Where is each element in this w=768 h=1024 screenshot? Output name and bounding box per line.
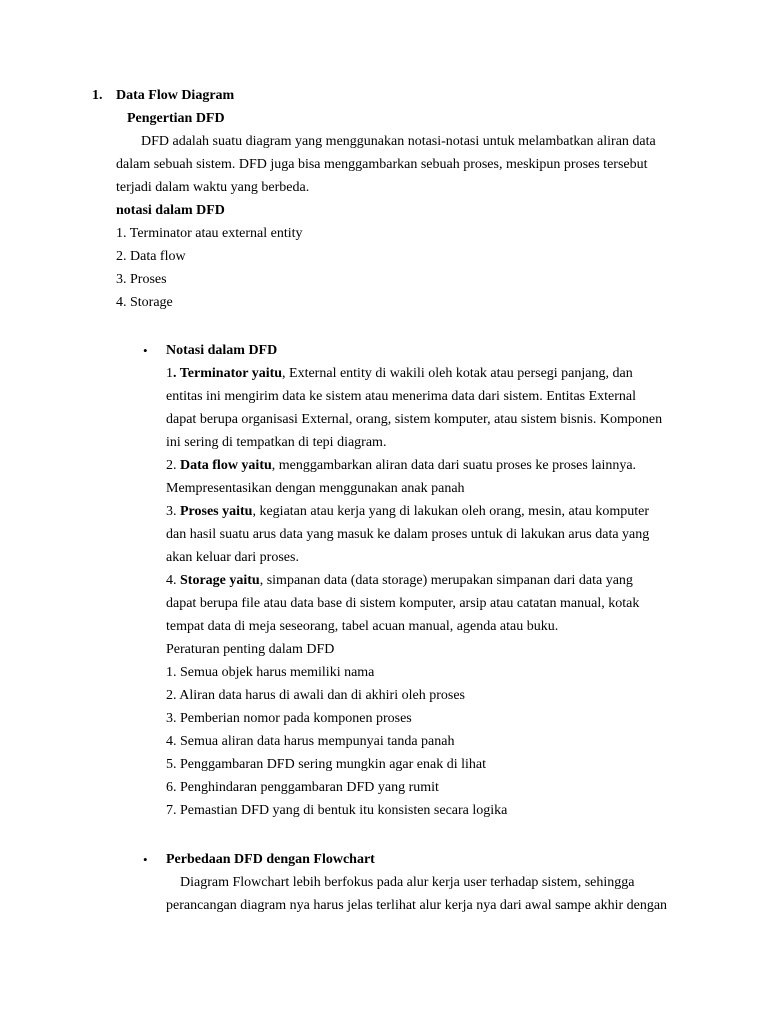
rule-item: 2. Aliran data harus di awali dan di akhiri oleh proses (166, 688, 465, 703)
notasi-heading: notasi dalam DFD (116, 203, 225, 218)
item-term: Storage yaitu (180, 573, 260, 588)
notasi-list-item: 4. Storage (116, 295, 173, 310)
item-text-line: Mempresentasikan dengan menggunakan anak panah (166, 481, 465, 496)
notasi-item-terminator (166, 365, 633, 383)
item-text-line: dan hasil suatu arus data yang masuk ke dalam proses untuk di lakukan arus data yang (166, 527, 650, 542)
item-number: 3. (166, 504, 180, 519)
section-subtitle: Pengertian DFD (127, 111, 225, 126)
section-number: 1. (92, 88, 103, 103)
item-term: . Terminator yaitu (173, 366, 283, 381)
rule-item: 3. Pemberian nomor pada komponen proses (166, 711, 412, 726)
rule-item: 5. Penggambaran DFD sering mungkin agar enak di lihat (166, 757, 486, 772)
rules-heading: Peraturan penting dalam DFD (166, 642, 335, 657)
item-term: Proses yaitu (180, 504, 253, 519)
item-text-line: entitas ini mengirim data ke sistem atau menerima data dari sistem. Entitas External (166, 389, 637, 404)
flowchart-text-line: perancangan diagram nya harus jelas terlihat alur kerja nya dari awal sampe akhir dengan (166, 898, 668, 913)
item-text-line: akan keluar dari proses. (166, 550, 299, 565)
item-text-line: dapat berupa file atau data base di sistem komputer, arsip atau catatan manual, kotak (166, 596, 640, 611)
definition-line: dalam sebuah sistem. DFD juga bisa menggambarkan sebuah proses, meskipun proses tersebut (116, 157, 648, 172)
bullet-icon: • (143, 852, 148, 867)
item-term: Data flow yaitu (180, 458, 272, 473)
notasi-list-item: 1. Terminator atau external entity (116, 226, 303, 241)
definition-line: DFD adalah suatu diagram yang menggunakan notasi-notasi untuk melambatkan aliran data (141, 134, 656, 149)
bullet-heading: Notasi dalam DFD (166, 343, 278, 358)
bullet-icon: • (143, 343, 148, 358)
notasi-item-proses (166, 503, 649, 521)
notasi-list-item: 2. Data flow (116, 249, 186, 264)
rule-item: 6. Penghindaran penggambaran DFD yang rumit (166, 780, 439, 795)
bullet-heading: Perbedaan DFD dengan Flowchart (166, 852, 375, 867)
notasi-item-storage (166, 572, 633, 590)
rule-item: 4. Semua aliran data harus mempunyai tanda panah (166, 734, 455, 749)
item-number: 1 (166, 366, 173, 381)
item-number: 2. (166, 458, 180, 473)
notasi-item-data-flow (166, 457, 636, 475)
item-text-line: ini sering di tempatkan di tepi diagram. (166, 435, 387, 450)
item-text: , kegiatan atau kerja yang di lakukan oleh orang, mesin, atau komputer (252, 504, 650, 519)
flowchart-text-line: Diagram Flowchart lebih berfokus pada alur kerja user terhadap sistem, sehingga (180, 875, 635, 890)
item-number: 4. (166, 573, 180, 588)
notasi-list-item: 3. Proses (116, 272, 167, 287)
item-text-line: tempat data di meja seseorang, tabel acuan manual, agenda atau buku. (166, 619, 559, 634)
rule-item: 7. Pemastian DFD yang di bentuk itu konsisten secara logika (166, 803, 508, 818)
rule-item: 1. Semua objek harus memiliki nama (166, 665, 375, 680)
item-text: , External entity di wakili oleh kotak atau persegi panjang, dan (282, 366, 633, 381)
definition-line: terjadi dalam waktu yang berbeda. (116, 180, 310, 195)
item-text-line: dapat berupa organisasi External, orang, sistem komputer, atau sistem bisnis. Komponen (166, 412, 663, 427)
item-text: , simpanan data (data storage) merupakan simpanan dari data yang (259, 573, 633, 588)
item-text: , menggambarkan aliran data dari suatu proses ke proses lainnya. (271, 458, 637, 473)
section-title: Data Flow Diagram (116, 88, 235, 103)
